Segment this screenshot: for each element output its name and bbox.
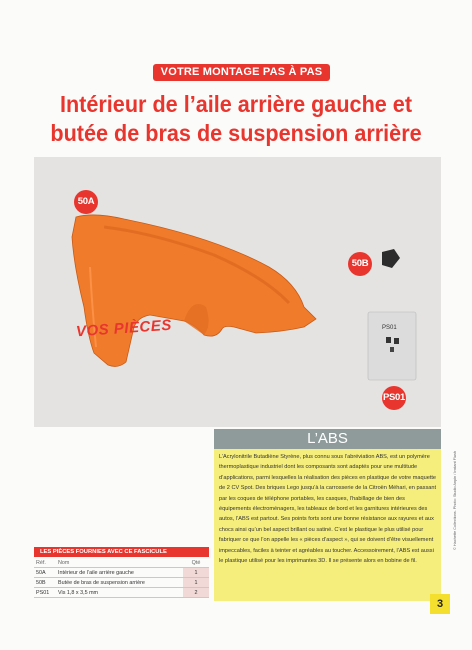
part-50b-stop <box>382 249 400 268</box>
row-qty: 1 <box>183 578 209 588</box>
badge-ps01: PS01 <box>382 386 406 410</box>
col-ref: Réf. <box>34 558 56 568</box>
table-row <box>34 578 209 588</box>
row-ref: 50B <box>34 578 56 588</box>
row-ref: 50A <box>34 568 56 578</box>
table-row <box>34 588 209 598</box>
bag-label: PS01 <box>382 325 397 331</box>
row-name: Vis 1,8 x 3,5 mm <box>56 588 183 598</box>
title-line-2: butée de bras de suspension arrière <box>50 120 422 146</box>
parts-table <box>34 558 209 598</box>
title-line-1: Intérieur de l’aile arrière gauche et <box>59 91 413 117</box>
photo-credit-text: © Hachette Collections. Photo: Studio Anpin / Instant Flash <box>453 450 457 550</box>
col-name: Nom <box>56 558 183 568</box>
page-title <box>37 90 434 148</box>
abs-body: L’Acrylonitrile Butadiène Styrène, plus connu sous l’abréviation ABS, est un polymère thermoplastique industriel dont les composants sont adaptés pour une multitude d’applications, parmi lesquelles la réalisation des pièces en plastique de votre maquette de 2 CV Spot. Des briques Lego jusqu’à la carrosserie de la Citroën Méhari, en passant par les coques de téléphone portables, les casques, l’habillage de bien des équipements électroménagers, les tableaux de bord et les garnitures intérieures des autos, l’ABS est partout. Ses points forts sont une bonne résistance aux rayures et aux chocs ainsi qu’un bel aspect brillant ou satiné. C’est le plastique le plus utilisé pour fabriquer ce que l’on appelle les « pièces d’aspect », qui se doivent d’être visuellement impeccables, faciles à teinter et agréables au toucher. Accessoirement, l’ABS est aussi le plastique utilisé pour les imprimantes 3D. Il se présente alors en bobine de fil. <box>219 454 437 565</box>
row-qty: 2 <box>183 588 209 598</box>
table-header-row <box>34 558 209 568</box>
table-row <box>34 568 209 578</box>
parts-photo <box>34 157 441 427</box>
section-banner: VOTRE MONTAGE PAS À PAS <box>153 64 330 81</box>
photo-credit <box>453 300 463 550</box>
abs-heading: L’ABS <box>214 429 441 449</box>
row-name: Intérieur de l’aile arrière gauche <box>56 568 183 578</box>
col-qty: Qté <box>183 558 209 568</box>
part-50a-wing <box>72 215 316 367</box>
part-ps01-bag <box>368 312 416 380</box>
badge-50a: 50A <box>74 190 98 214</box>
page-number: 3 <box>430 594 450 614</box>
row-ref: PS01 <box>34 588 56 598</box>
row-qty: 1 <box>183 568 209 578</box>
vos-pieces-label: VOS PIÈCES <box>75 316 173 341</box>
badge-50b: 50B <box>348 252 372 276</box>
row-name: Butée de bras de suspension arrière <box>56 578 183 588</box>
parts-table-heading: LES PIÈCES FOURNIES AVEC CE FASCICULE <box>34 547 209 557</box>
